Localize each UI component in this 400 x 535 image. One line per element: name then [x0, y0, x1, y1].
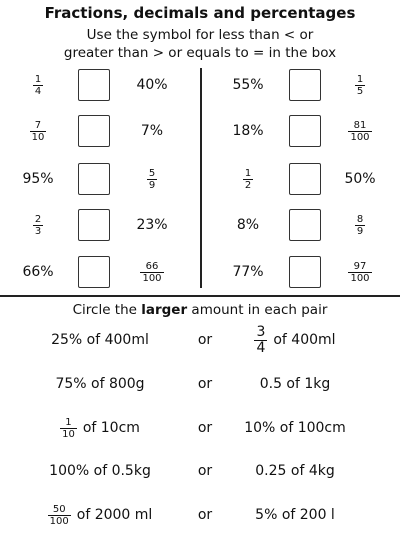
compare-left-a: $\frac{2}{3}$ [34, 213, 42, 237]
instruction-post: amount in each pair [187, 302, 328, 318]
compare-left-a: $\frac{1}{4}$ [34, 73, 42, 97]
pair-row [0, 364, 400, 404]
compare-left-a: $\frac{7}{10}$ [31, 119, 45, 143]
or-label: or [197, 463, 213, 479]
compare-right-a: 18% [232, 123, 264, 139]
compare-right-b: $\frac{1}{5}$ [356, 73, 364, 97]
instructions-top [0, 26, 400, 62]
or-label: or [197, 376, 213, 392]
pair-option-b[interactable]: 0.5 of 1kg [259, 376, 331, 392]
pair-row [0, 451, 400, 491]
pair-option-a[interactable]: 100% of 0.5kg [49, 463, 151, 479]
compare-left-a: 95% [22, 171, 54, 187]
compare-left-b: $\frac{66}{100}$ [142, 260, 162, 284]
answer-box[interactable] [78, 115, 110, 147]
pair-option-b[interactable]: 10% of 100cm [244, 420, 346, 436]
pair-option-a[interactable]: $\frac{50}{100}$ of 2000 ml [49, 503, 153, 527]
compare-right-a: 8% [236, 217, 260, 233]
instructions-bottom [0, 302, 400, 318]
compare-right-a: 77% [232, 264, 264, 280]
compare-left-b: $\frac{5}{9}$ [148, 167, 156, 191]
compare-left-b: 7% [140, 123, 164, 139]
instructions-line-2: greater than > or equals to = in the box [63, 45, 337, 61]
pair-option-b[interactable]: $\frac{3}{4}$ of 400ml [256, 323, 336, 356]
compare-right-b: $\frac{97}{100}$ [350, 260, 370, 284]
pair-option-a[interactable]: $\frac{1}{10}$ of 10cm [62, 416, 140, 440]
pair-row [0, 408, 400, 448]
answer-box[interactable] [78, 69, 110, 101]
compare-right-b: $\frac{8}{9}$ [356, 213, 364, 237]
worksheet-title: Fractions, decimals and percentages [44, 4, 356, 22]
pair-row [0, 320, 400, 360]
pair-option-a[interactable]: 25% of 400ml [51, 332, 149, 348]
or-label: or [197, 420, 213, 436]
compare-right-b: $\frac{81}{100}$ [350, 119, 370, 143]
answer-box[interactable] [289, 69, 321, 101]
pair-option-a[interactable]: 75% of 800g [55, 376, 145, 392]
compare-left-b: 23% [136, 217, 168, 233]
compare-right-b: 50% [344, 171, 376, 187]
answer-box[interactable] [78, 163, 110, 195]
or-label: or [197, 332, 213, 348]
instructions-line-1: Use the symbol for less than < or [86, 27, 314, 43]
compare-right-a: $\frac{1}{2}$ [244, 167, 252, 191]
instruction-pre: Circle the [72, 302, 142, 318]
compare-left-b: 40% [136, 77, 168, 93]
compare-left-a: 66% [22, 264, 54, 280]
compare-right-a: 55% [232, 77, 264, 93]
answer-box[interactable] [78, 209, 110, 241]
answer-box[interactable] [289, 256, 321, 288]
answer-box[interactable] [289, 163, 321, 195]
pair-option-b[interactable]: 5% of 200 l [255, 507, 335, 523]
pair-option-b[interactable]: 0.25 of 4kg [255, 463, 335, 479]
section-divider [0, 295, 400, 297]
pair-row [0, 495, 400, 535]
answer-box[interactable] [78, 256, 110, 288]
answer-box[interactable] [289, 209, 321, 241]
column-divider [200, 68, 202, 288]
or-label: or [197, 507, 213, 523]
instruction-bold: larger [141, 302, 188, 318]
answer-box[interactable] [289, 115, 321, 147]
